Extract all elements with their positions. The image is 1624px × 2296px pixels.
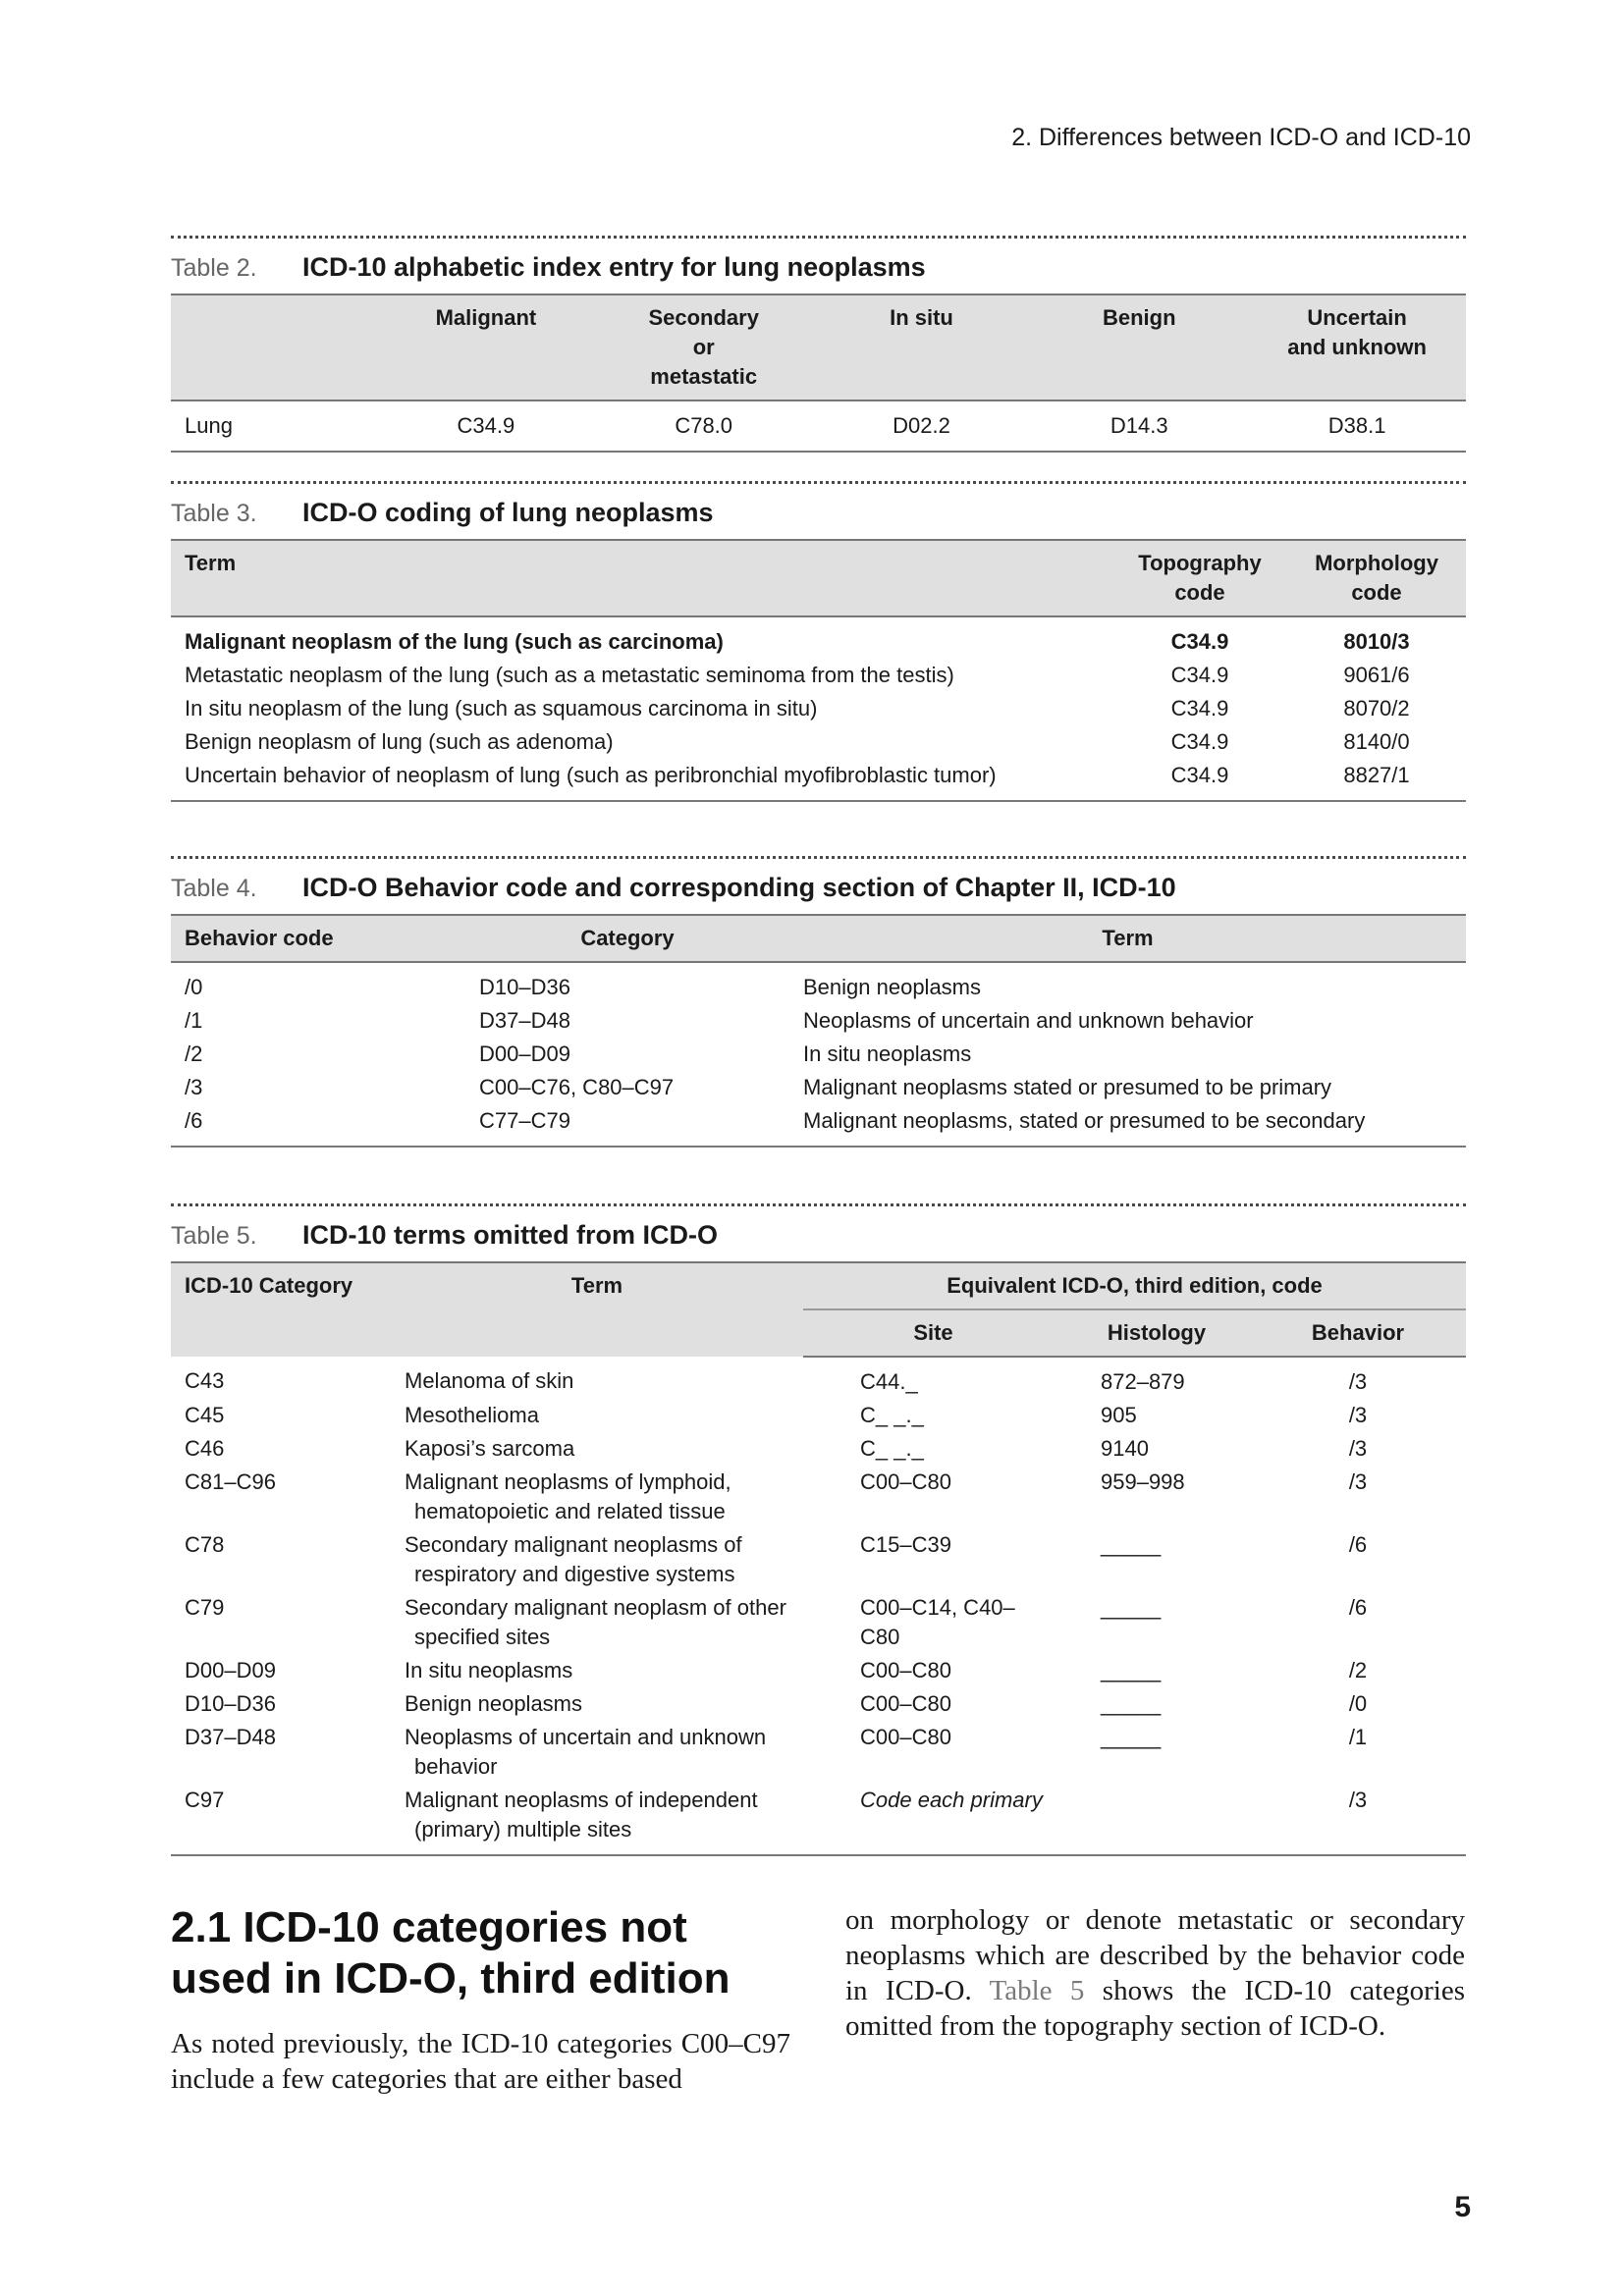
table-cell: /1 [185, 1008, 203, 1033]
table-title: ICD-10 alphabetic index entry for lung neoplasms [302, 252, 926, 282]
table-cell: 8827/1 [1287, 759, 1466, 801]
table-cell: C43 [185, 1368, 225, 1393]
column-header: Uncertain and unknown [1248, 294, 1466, 400]
page-number: 5 [1454, 2191, 1471, 2223]
table-cell: C34.9 [1170, 696, 1229, 721]
term-line: Malignant neoplasms of lymphoid, [405, 1469, 731, 1494]
table-cell: /2 [185, 1041, 203, 1066]
table-4-block [171, 856, 1466, 1148]
term-line: Neoplasms of uncertain and unknown [405, 1725, 767, 1749]
table-cell: C00–C76, C80–C97 [479, 1075, 675, 1099]
column-header: Malignant [377, 294, 595, 400]
table-title: ICD-O coding of lung neoplasms [302, 498, 714, 527]
table-cell: C00–C80 [860, 1725, 951, 1749]
table-cell: /3 [1348, 1369, 1368, 1394]
table-cell: C34.9 [1170, 729, 1229, 754]
table-cell: C15–C39 [860, 1532, 951, 1557]
table-cell: 8070/2 [1343, 696, 1410, 721]
table-cell: _____ [1101, 1595, 1162, 1620]
table-row [171, 1071, 1466, 1104]
running-head: 2. Differences between ICD-O and ICD-10 [1011, 124, 1471, 151]
table-row [171, 659, 1466, 692]
table-cell: Metastatic neoplasm of the lung (such as a metastatic seminoma from the testis) [185, 663, 954, 687]
table-cell [391, 1466, 803, 1528]
table-cell: C44._ [860, 1369, 918, 1394]
term-line: (primary) multiple sites [414, 1817, 632, 1842]
table-cell [1063, 1784, 1250, 1855]
term-line: Benign neoplasms [405, 1691, 583, 1716]
body-text: on morphology or denote metastatic or secondary neoplasms which are described by the behavior code in ICD-O. [845, 1904, 1465, 2006]
table-row [171, 1654, 1466, 1687]
table-cell: Lung [171, 400, 377, 452]
body-text: shows the ICD-10 categories omitted from the topography section of ICD-O. [845, 1975, 1465, 2042]
column-header: Secondary or metastatic [595, 294, 813, 400]
column-header: Term [391, 1262, 803, 1357]
table-cell: D37–D48 [479, 1008, 570, 1033]
right-column [845, 1902, 1465, 2097]
table-cell: 8010/3 [1343, 629, 1410, 654]
table-row [171, 616, 1466, 659]
table-row [171, 1357, 1466, 1399]
table-row [171, 1004, 1466, 1038]
table-cell [391, 1399, 803, 1432]
table-row [171, 1721, 1466, 1784]
table-caption [171, 1220, 1466, 1261]
table-cell [391, 1528, 803, 1591]
table-cell: _____ [1101, 1658, 1162, 1682]
table-cell: C34.9 [1112, 759, 1287, 801]
table-cell: C81–C96 [185, 1469, 276, 1494]
table-cell: _____ [1101, 1725, 1162, 1749]
table-number: Table 2. [171, 254, 257, 282]
table-cell: /3 [1250, 1784, 1466, 1855]
table-cell: C34.9 [377, 400, 595, 452]
column-header: Term [171, 540, 1112, 616]
table-cell: Malignant neoplasms, stated or presumed to be secondary [789, 1104, 1466, 1147]
table-cell: In situ neoplasm of the lung (such as squamous carcinoma in situ) [185, 696, 818, 721]
column-header: In situ [813, 294, 1031, 400]
body-paragraph [845, 1902, 1465, 2044]
section-heading-line: 2.1 ICD-10 categories not [171, 1903, 687, 1951]
table-cell: C00–C80 [860, 1691, 951, 1716]
table-row [171, 1528, 1466, 1591]
table-row [171, 962, 1466, 1004]
term-line: Kaposi’s sarcoma [405, 1436, 575, 1461]
table-cell: /6 [1348, 1595, 1368, 1620]
term-line: Malignant neoplasms of independent [405, 1788, 758, 1812]
table-cell: Code each primary [803, 1784, 1063, 1855]
table-cell: D38.1 [1248, 400, 1466, 452]
table-cell: /0 [185, 975, 203, 999]
table-cell: 9061/6 [1343, 663, 1410, 687]
section-heading-line: used in ICD-O, third edition [171, 1954, 731, 2002]
table-cell: 872–879 [1101, 1369, 1185, 1394]
table-5-link[interactable]: Table 5 [989, 1975, 1085, 2006]
dotted-rule [171, 1203, 1466, 1206]
table-3 [171, 539, 1466, 802]
column-header: Term [789, 915, 1466, 962]
dotted-rule [171, 481, 1466, 484]
section-heading [171, 1902, 790, 2004]
table-cell: D02.2 [813, 400, 1031, 452]
term-line: Mesothelioma [405, 1403, 539, 1427]
table-cell: /2 [1348, 1658, 1368, 1682]
table-row [171, 725, 1466, 759]
table-cell [391, 1721, 803, 1784]
table-title: ICD-10 terms omitted from ICD-O [302, 1220, 719, 1250]
table-cell: C00–C14, C40–C80 [860, 1595, 1015, 1649]
column-header: Topography code [1112, 540, 1287, 616]
table-caption [171, 873, 1466, 914]
column-header: Morphology code [1287, 540, 1466, 616]
table-row [171, 692, 1466, 725]
term-line: specified sites [414, 1625, 551, 1649]
column-header [171, 294, 377, 400]
table-cell: Uncertain behavior of neoplasm of lung (such as peribronchial myofibroblastic tumor) [171, 759, 1112, 801]
table-caption [171, 498, 1466, 539]
left-column [171, 1902, 790, 2097]
section-2-1 [171, 1902, 1466, 2097]
column-header: Behavior [1250, 1309, 1466, 1357]
table-cell: C34.9 [1170, 629, 1229, 654]
table-cell [391, 1784, 803, 1855]
table-cell: D00–D09 [479, 1041, 570, 1066]
table-row [171, 400, 1466, 452]
column-header: Site [803, 1309, 1063, 1357]
table-row [171, 1038, 1466, 1071]
table-number: Table 3. [171, 500, 257, 527]
table-2 [171, 294, 1466, 453]
term-line: Secondary malignant neoplasm of other [405, 1595, 786, 1620]
term-line: Melanoma of skin [405, 1368, 574, 1393]
table-3-block [171, 481, 1466, 802]
table-cell: 8140/0 [1343, 729, 1410, 754]
table-cell: /1 [1348, 1725, 1368, 1749]
dotted-rule [171, 236, 1466, 239]
term-line: respiratory and digestive systems [414, 1562, 735, 1586]
table-cell [391, 1591, 803, 1654]
table-cell: C00–C80 [860, 1469, 951, 1494]
table-cell: C45 [185, 1403, 225, 1427]
table-cell: C78.0 [595, 400, 813, 452]
table-cell: C77–C79 [465, 1104, 789, 1147]
table-cell: C_ _._ [860, 1436, 924, 1461]
term-line: Secondary malignant neoplasms of [405, 1532, 742, 1557]
table-cell [391, 1687, 803, 1721]
column-group-header: Equivalent ICD-O, third edition, code [803, 1262, 1466, 1309]
column-header: Category [465, 915, 789, 962]
table-cell: C_ _._ [860, 1403, 924, 1427]
table-row [171, 1432, 1466, 1466]
table-row [171, 759, 1466, 801]
table-cell: Benign neoplasm of lung (such as adenoma) [185, 729, 614, 754]
table-caption [171, 252, 1466, 294]
table-cell: /3 [185, 1075, 203, 1099]
table-cell: Malignant neoplasms stated or presumed to be primary [803, 1075, 1332, 1099]
table-4 [171, 914, 1466, 1148]
table-cell: 959–998 [1101, 1469, 1185, 1494]
term-line: behavior [414, 1754, 498, 1779]
table-row [171, 1687, 1466, 1721]
column-header: Behavior code [171, 915, 465, 962]
table-title: ICD-O Behavior code and corresponding section of Chapter II, ICD-10 [302, 873, 1176, 902]
dotted-rule [171, 856, 1466, 859]
table-cell: Benign neoplasms [803, 975, 982, 999]
table-cell: /6 [1348, 1532, 1368, 1557]
table-cell: C46 [185, 1436, 225, 1461]
table-2-block [171, 236, 1466, 453]
table-row [171, 1466, 1466, 1528]
table-cell: 905 [1101, 1403, 1137, 1427]
term-line: In situ neoplasms [405, 1658, 573, 1682]
table-5 [171, 1261, 1466, 1856]
table-cell: /3 [1348, 1436, 1368, 1461]
table-row [171, 1784, 1466, 1855]
table-cell: D00–D09 [185, 1658, 276, 1682]
table-cell: /6 [171, 1104, 465, 1147]
table-cell [391, 1357, 803, 1399]
table-cell: C79 [185, 1595, 225, 1620]
table-5-body [171, 1357, 1466, 1855]
table-cell: D10–D36 [185, 1691, 276, 1716]
table-row [171, 1591, 1466, 1654]
table-cell: Malignant neoplasm of the lung (such as carcinoma) [185, 629, 724, 654]
table-cell: /0 [1348, 1691, 1368, 1716]
table-5-block [171, 1203, 1466, 1856]
table-cell: _____ [1101, 1691, 1162, 1716]
table-cell: Neoplasms of uncertain and unknown behavior [803, 1008, 1254, 1033]
table-cell: /3 [1348, 1403, 1368, 1427]
table-cell: C00–C80 [860, 1658, 951, 1682]
table-cell [391, 1654, 803, 1687]
table-cell: 9140 [1101, 1436, 1149, 1461]
column-header: ICD-10 Category [171, 1262, 391, 1357]
body-paragraph: As noted previously, the ICD-10 categories C00–C97 include a few categories that are either based [171, 2028, 790, 2095]
table-cell: C34.9 [1170, 663, 1229, 687]
term-line: hematopoietic and related tissue [414, 1499, 726, 1523]
table-cell: In situ neoplasms [803, 1041, 972, 1066]
table-cell: C97 [171, 1784, 391, 1855]
table-cell: _____ [1101, 1532, 1162, 1557]
table-cell: D14.3 [1030, 400, 1248, 452]
column-header: Benign [1030, 294, 1248, 400]
table-cell: /3 [1348, 1469, 1368, 1494]
column-header: Histology [1063, 1309, 1250, 1357]
table-row [171, 1104, 1466, 1147]
table-cell: D37–D48 [185, 1725, 276, 1749]
table-cell: C78 [185, 1532, 225, 1557]
table-cell [391, 1432, 803, 1466]
table-row [171, 1399, 1466, 1432]
table-cell: D10–D36 [479, 975, 570, 999]
table-number: Table 5. [171, 1222, 257, 1250]
table-number: Table 4. [171, 875, 257, 902]
